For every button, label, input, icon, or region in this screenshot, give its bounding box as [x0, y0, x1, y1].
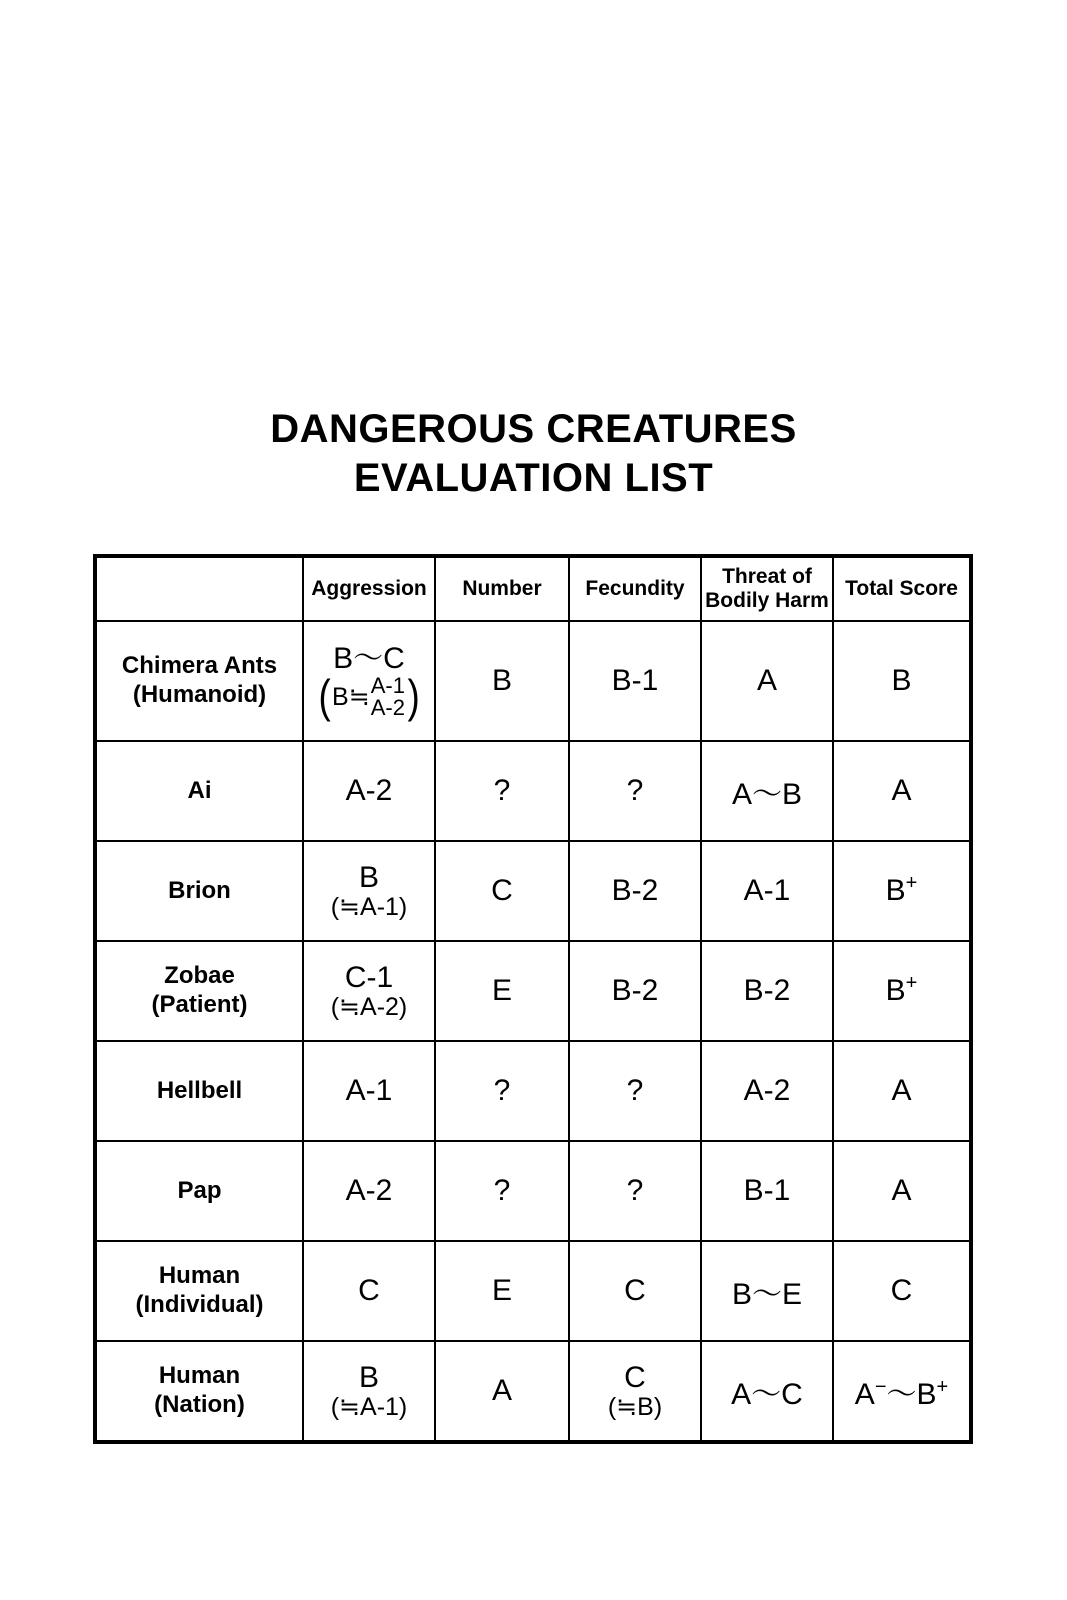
- table-row: [95, 1241, 971, 1341]
- total-score-modifier: +: [905, 872, 918, 894]
- aggression-detail: (≒A-2): [330, 992, 408, 1021]
- cell-total-score: [833, 741, 971, 841]
- row-label-line-1: Chimera Ants: [121, 652, 278, 680]
- cell-total-score: [833, 621, 971, 741]
- table-body: [95, 621, 971, 1442]
- cell-aggression: [303, 741, 435, 841]
- table-row: [95, 841, 971, 941]
- cell-fecundity: B-2: [569, 841, 701, 941]
- row-label-line-1: Human: [158, 1362, 241, 1390]
- title-line-1: DANGEROUS CREATURES: [270, 407, 797, 451]
- aggression-approx-prefix: B≒: [332, 682, 370, 711]
- row-label: [95, 1241, 303, 1341]
- cell-total-score: [833, 1041, 971, 1141]
- header-threat-line-2: Bodily Harm: [705, 589, 829, 612]
- cell-total-score: [833, 1341, 971, 1442]
- row-label: [95, 1041, 303, 1141]
- total-score-value: B: [885, 874, 906, 907]
- row-label-line-1: Human: [158, 1262, 241, 1290]
- aggression-primary: B: [358, 1361, 379, 1395]
- cell-total-score: [833, 1241, 971, 1341]
- row-label-line-2: (Nation): [154, 1391, 245, 1418]
- aggression-primary: C: [358, 1274, 380, 1308]
- total-score-value: A: [891, 1074, 912, 1107]
- cell-threat: A～C: [701, 1341, 833, 1442]
- row-label: [95, 741, 303, 841]
- cell-aggression: [303, 1241, 435, 1341]
- cell-threat: B-1: [701, 1141, 833, 1241]
- cell-threat: B～E: [701, 1241, 833, 1341]
- evaluation-table: [93, 554, 973, 1444]
- cell-threat: A-1: [701, 841, 833, 941]
- header-threat: [701, 556, 833, 621]
- total-score-value: A: [891, 774, 912, 807]
- cell-fecundity: B-2: [569, 941, 701, 1041]
- title-line-2: EVALUATION LIST: [353, 455, 714, 500]
- cell-total-score: [833, 941, 971, 1041]
- cell-threat: B-2: [701, 941, 833, 1041]
- total-score-minus-modifier: −: [874, 1376, 887, 1398]
- cell-threat: A-2: [701, 1041, 833, 1141]
- cell-fecundity: ?: [569, 741, 701, 841]
- row-label-line-1: Pap: [177, 1176, 222, 1204]
- cell-number: C: [435, 841, 569, 941]
- row-label: [95, 621, 303, 741]
- cell-number: E: [435, 941, 569, 1041]
- aggression-detail: (≒A-1): [330, 1392, 408, 1421]
- cell-number: A: [435, 1341, 569, 1442]
- paren-left: (: [318, 670, 331, 723]
- fraction-numerator: A-1: [370, 672, 405, 698]
- fecundity-detail: (≒B): [607, 1392, 663, 1421]
- table-row: [95, 741, 971, 841]
- cell-number: ?: [435, 741, 569, 841]
- header-row: [95, 556, 971, 621]
- row-label: [95, 1341, 303, 1442]
- cell-aggression: [303, 1341, 435, 1442]
- row-label-line-2: (Patient): [151, 991, 248, 1018]
- evaluation-table-container: [93, 554, 973, 1444]
- total-score-modifier: +: [936, 1376, 949, 1398]
- total-score-value: B: [891, 664, 912, 697]
- total-score-value: A: [854, 1378, 875, 1411]
- table-row: [95, 1041, 971, 1141]
- cell-fecundity: ?: [569, 1041, 701, 1141]
- row-label: [95, 841, 303, 941]
- fecundity-primary: C: [624, 1274, 646, 1308]
- table-row: [95, 621, 971, 741]
- aggression-detail: [317, 670, 422, 723]
- aggression-fraction: [370, 672, 405, 720]
- total-score-modifier: +: [905, 972, 918, 994]
- cell-aggression: [303, 841, 435, 941]
- row-label-line-1: Hellbell: [156, 1076, 243, 1104]
- row-label-line-2: (Humanoid): [132, 681, 267, 708]
- cell-total-score: [833, 841, 971, 941]
- cell-number: E: [435, 1241, 569, 1341]
- cell-fecundity: ?: [569, 1141, 701, 1241]
- cell-aggression: [303, 621, 435, 741]
- row-label-line-1: Zobae: [164, 962, 235, 990]
- cell-fecundity: B-1: [569, 621, 701, 741]
- total-score-value: B: [885, 974, 906, 1007]
- row-label: [95, 1141, 303, 1241]
- cell-number: ?: [435, 1041, 569, 1141]
- header-aggression: Aggression: [303, 556, 435, 621]
- header-total-score: Total Score: [833, 556, 971, 621]
- header-threat-line-1: Threat of: [722, 565, 812, 589]
- fraction-denominator: A-2: [370, 694, 405, 720]
- total-score-range: ～B: [886, 1378, 937, 1411]
- header-blank: [95, 556, 303, 621]
- total-score-value: C: [890, 1274, 913, 1307]
- cell-aggression: [303, 1041, 435, 1141]
- header-number: Number: [435, 556, 569, 621]
- paren-right: ): [407, 670, 420, 723]
- cell-aggression: [303, 941, 435, 1041]
- table-row: [95, 941, 971, 1041]
- aggression-primary: A-2: [345, 774, 393, 808]
- row-label-line-1: Brion: [168, 876, 231, 904]
- aggression-primary: B: [358, 861, 379, 895]
- aggression-primary: A-1: [345, 1074, 393, 1108]
- cell-threat: A: [701, 621, 833, 741]
- row-label: [95, 941, 303, 1041]
- row-label-line-2: (Individual): [135, 1291, 264, 1318]
- aggression-detail: (≒A-1): [330, 892, 408, 921]
- fecundity-primary: C: [624, 1361, 646, 1395]
- total-score-value: A: [891, 1174, 912, 1207]
- page-title: [0, 405, 1067, 503]
- cell-number: ?: [435, 1141, 569, 1241]
- row-label-line-1: Ai: [187, 776, 212, 804]
- cell-number: B: [435, 621, 569, 741]
- aggression-primary: A-2: [345, 1174, 393, 1208]
- table-row: [95, 1141, 971, 1241]
- cell-fecundity: [569, 1341, 701, 1442]
- table-header: [95, 556, 971, 621]
- cell-total-score: [833, 1141, 971, 1241]
- cell-fecundity: [569, 1241, 701, 1341]
- cell-aggression: [303, 1141, 435, 1241]
- aggression-primary: C-1: [344, 961, 394, 995]
- table-row: [95, 1341, 971, 1442]
- cell-threat: A～B: [701, 741, 833, 841]
- header-fecundity: Fecundity: [569, 556, 701, 621]
- aggression-primary: B～C: [333, 642, 405, 676]
